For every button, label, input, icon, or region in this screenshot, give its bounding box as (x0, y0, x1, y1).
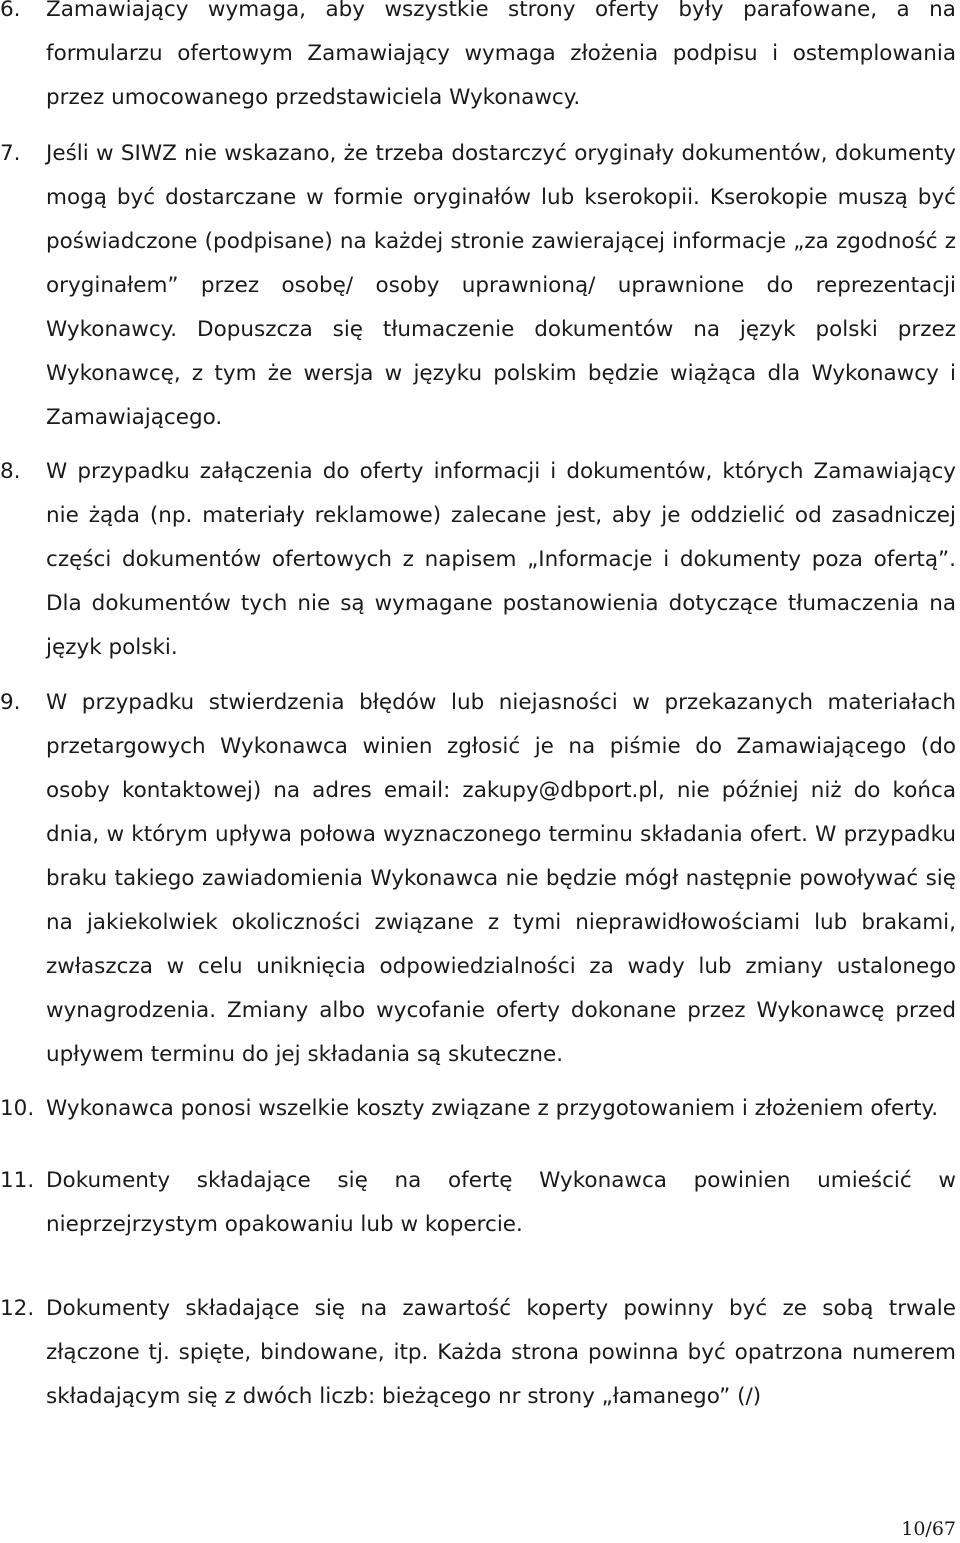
item-text: Jeśli w SIWZ nie wskazano, że trzeba dostarczyć oryginały dokumentów, dokumenty mogą być dostarczane w formie oryginałów lub kserokopii. Kserokopie muszą być poświadczone (podpisane) na każdej stronie zawierającej informacje „za zgodność z oryginałem” przez osobę/ osoby uprawnioną/ uprawnione do reprezentacji Wykonawcy. Dopuszcza się tłumaczenie dokumentów na język polski przez Wykonawcę, z tym że wersja w języku polskim będzie wiążąca dla Wykonawcy i Zamawiającego. (46, 141, 956, 430)
list-item-11 (0, 1159, 960, 1247)
list-item-8 (0, 450, 960, 670)
page-number: 10/67 (901, 1518, 956, 1540)
item-number: 8. (0, 459, 21, 484)
list-item-12 (0, 1287, 960, 1419)
item-text: W przypadku stwierdzenia błędów lub niejasności w przekazanych materiałach przetargowych Wykonawca winien zgłosić je na piśmie do Zamawiającego (do osoby kontaktowej) na adres email: zakupy@dbport.pl, nie później niż do końca dnia, w którym upływa połowa wyznaczonego terminu składania ofert. W przypadku braku takiego zawiadomienia Wykonawca nie będzie mógł następnie powoływać się na jakiekolwiek okoliczności związane z tymi nieprawidłowościami lub brakami, zwłaszcza w celu uniknięcia odpowiedzialności za wady lub zmiany ustalonego wynagrodzenia. Zmiany albo wycofanie oferty dokonane przez Wykonawcę przed upływem terminu do jej składania są skuteczne. (46, 690, 956, 1067)
item-text: W przypadku załączenia do oferty informacji i dokumentów, których Zamawiający nie żąda (np. materiały reklamowe) zalecane jest, aby je oddzielić od zasadniczej części dokumentów ofertowych z napisem „Informacje i dokumenty poza ofertą”. Dla dokumentów tych nie są wymagane postanowienia dotyczące tłumaczenia na język polski. (46, 459, 956, 660)
item-text: Zamawiający wymaga, aby wszystkie strony oferty były parafowane, a na formularzu ofertowym Zamawiający wymaga złożenia podpisu i ostemplowania przez umocowanego przedstawiciela Wykonawcy. (46, 0, 956, 110)
list-item-10 (0, 1087, 960, 1131)
item-text: Wykonawca ponosi wszelkie koszty związane z przygotowaniem i złożeniem oferty. (46, 1096, 939, 1121)
item-number: 11. (0, 1168, 35, 1193)
list-item-7 (0, 132, 960, 440)
item-text: Dokumenty składające się na zawartość koperty powinny być ze sobą trwale złączone tj. spięte, bindowane, itp. Każda strona powinna być opatrzona numerem składającym się z dwóch liczb: bieżącego nr strony „łamanego” (/) (46, 1296, 956, 1409)
item-text: Dokumenty składające się na ofertę Wykonawca powinien umieścić w nieprzejrzystym opakowaniu lub w kopercie. (46, 1168, 956, 1237)
item-number: 12. (0, 1296, 35, 1321)
item-number: 7. (0, 141, 21, 166)
item-number: 9. (0, 690, 21, 715)
list-item-6 (0, 0, 960, 120)
item-number: 10. (0, 1096, 35, 1121)
list-item-9 (0, 681, 960, 1077)
item-number: 6. (0, 0, 21, 22)
